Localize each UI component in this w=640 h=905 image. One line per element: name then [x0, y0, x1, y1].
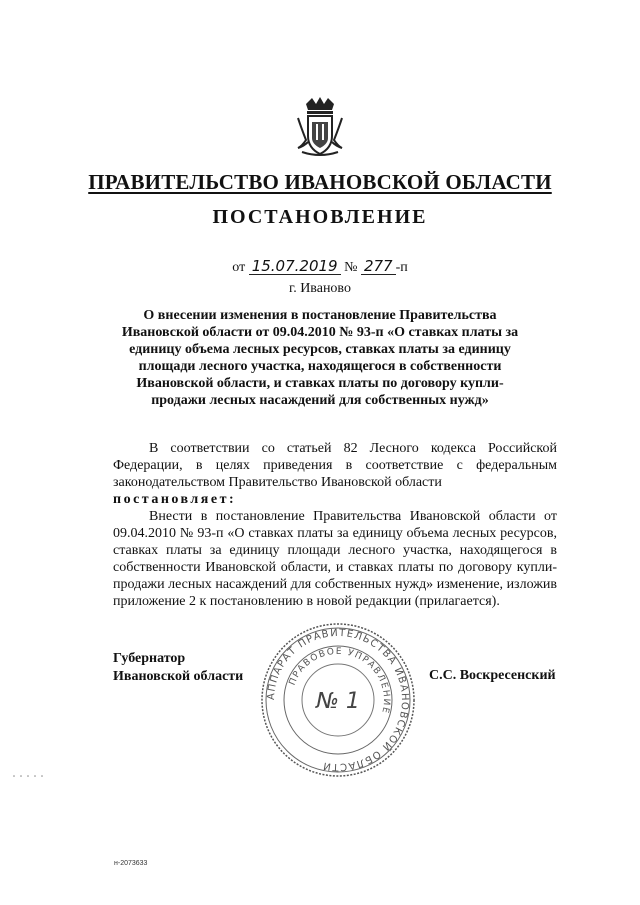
clause-paragraph: Внести в постановление Правительства Ивановской области от 09.04.2010 № 93-п «О ставках платы за единицу объема лесных ресурсов, ставках платы за единицу площади лесного участка, находящегося в собственности Ивановской области, и ставках платы по договору купли-продажи лесных насаждений для собственных нужд» изменение, изложив приложение 2 к постановлению в новой редакции (прилагается). [113, 509, 557, 609]
handwritten-number: 277 [361, 258, 396, 275]
document-subject: О внесении изменения в постановление Правительства Ивановской области от 09.04.2010 № 93-п «О ставках платы за единицу объема лесных ресурсов, ставках платы за единицу площади лесного участка, находящегося в собственности Ивановской области, и ставках платы по договору купли-продажи лесных насаждений для собственных нужд» [121, 308, 519, 408]
date-prefix: от [232, 260, 246, 275]
seal-inner-text: ПРАВОВОЕ УПРАВЛЕНИЕ [287, 646, 392, 716]
resolves-word: постановляет: [113, 492, 237, 507]
document-type: ПОСТАНОВЛЕНИЕ [212, 206, 428, 228]
document-body [113, 440, 557, 610]
position-line-2: Ивановской области [113, 669, 244, 684]
seal-center-number: № 1 [316, 689, 360, 714]
number-suffix: -п [395, 260, 408, 275]
official-seal [258, 620, 418, 780]
registration-line [0, 258, 640, 276]
city: г. Иваново [289, 281, 351, 296]
handwritten-date: 15.07.2019 [249, 258, 341, 275]
footer-code: н-2073633 [114, 860, 148, 867]
seal-outer-text: АППАРАТ ПРАВИТЕЛЬСТВА ИВАНОВСКОЙ ОБЛАСТИ [265, 627, 411, 773]
government-title: ПРАВИТЕЛЬСТВО ИВАНОВСКОЙ ОБЛАСТИ [88, 170, 552, 194]
number-sign: № [344, 260, 358, 275]
preamble-paragraph: В соответствии со статьей 82 Лесного кодекса Российской Федерации, в целях приведения в соответствие с федеральным законодательством Правительство Ивановской области [113, 441, 557, 490]
position-line-1: Губернатор [113, 651, 186, 666]
scan-artifact-dots [12, 773, 52, 779]
signatory-name: С.С. Воскресенский [429, 668, 556, 683]
coat-of-arms-icon [296, 96, 344, 160]
signatory-position [113, 650, 263, 686]
